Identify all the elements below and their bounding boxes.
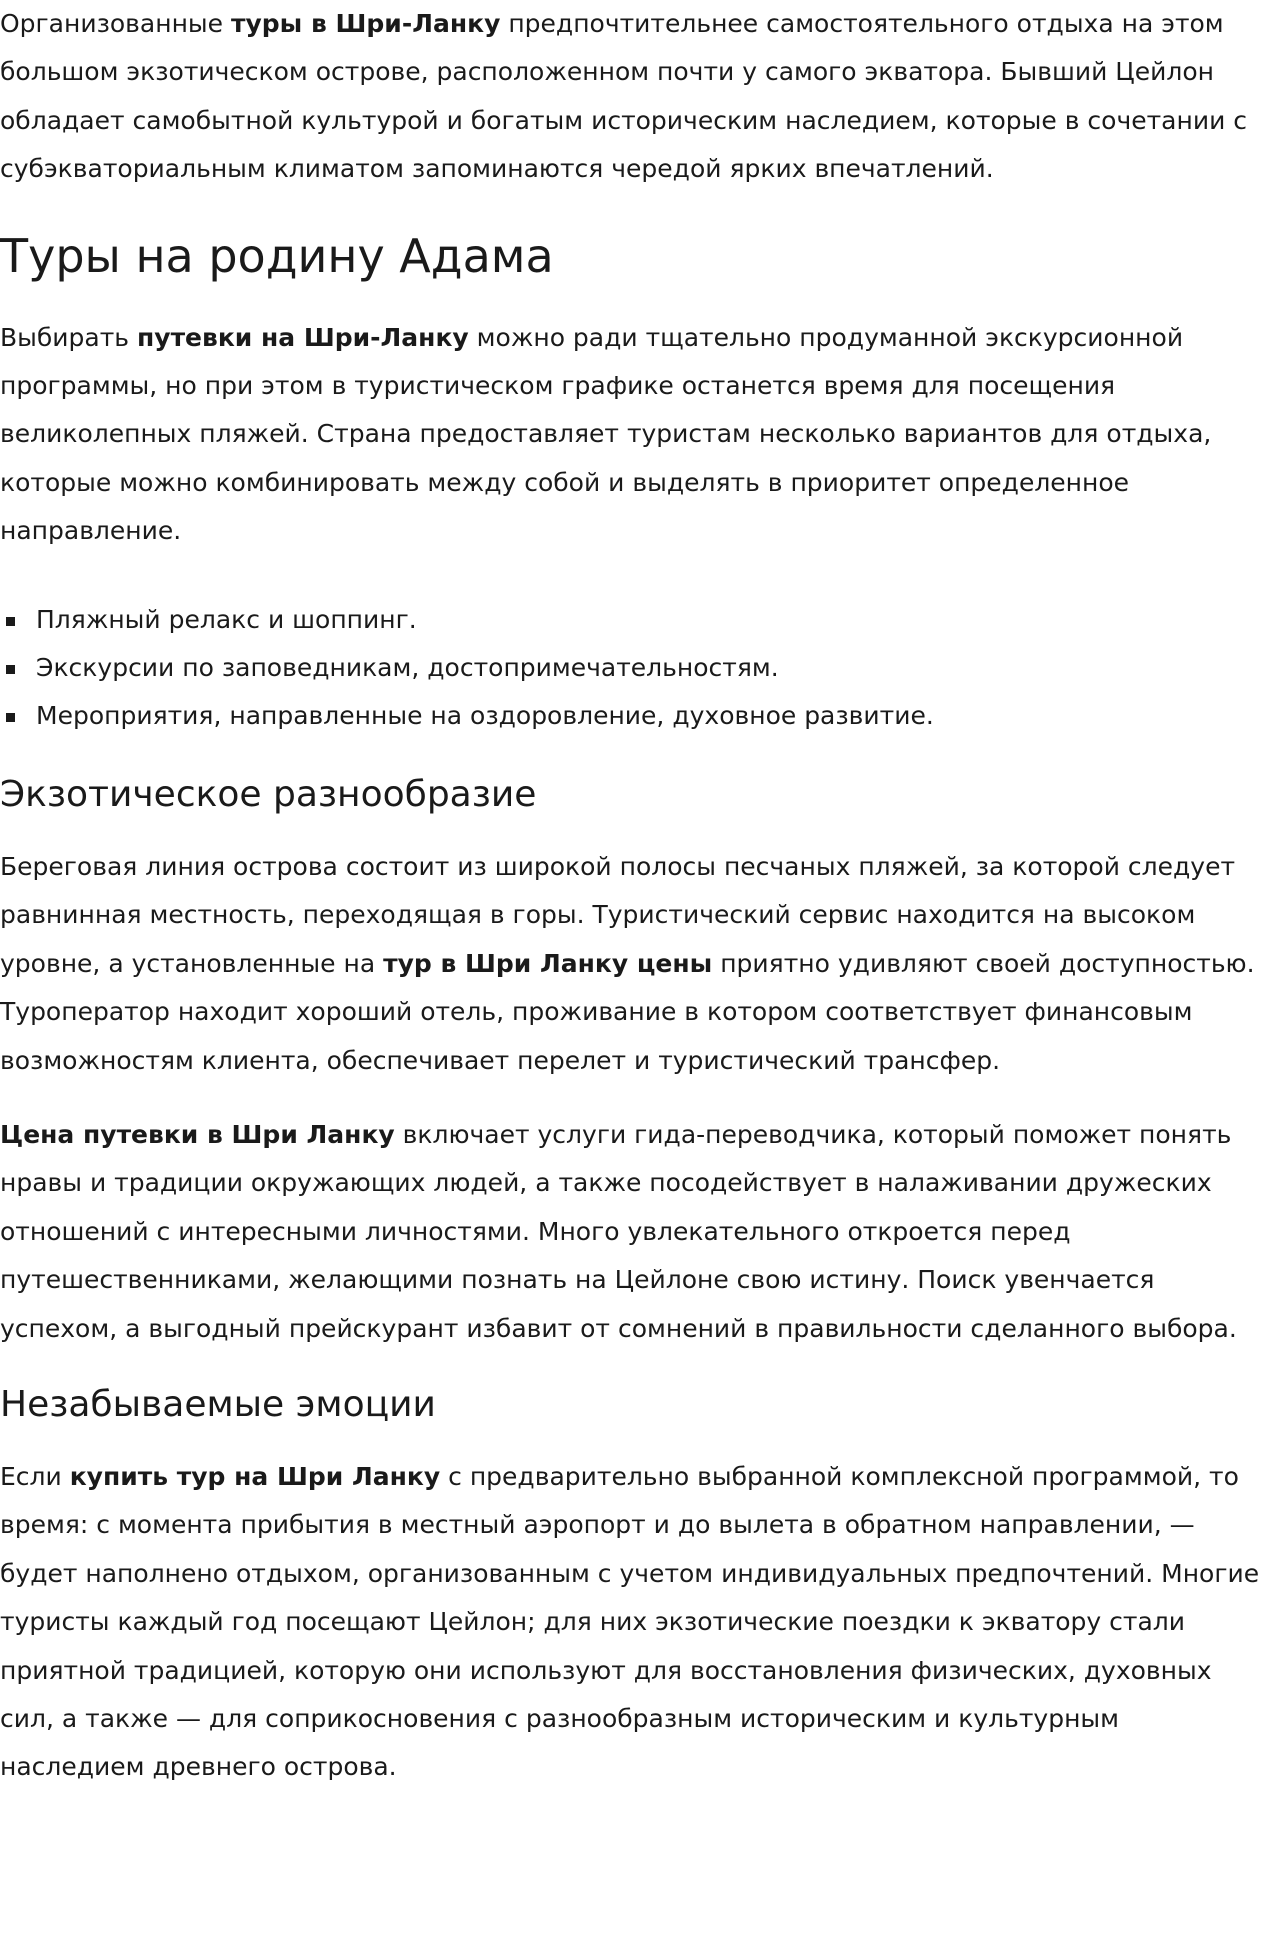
intro-text: Организованные xyxy=(0,9,231,38)
section-heading-emotions: Незабываемые эмоции xyxy=(0,1383,436,1425)
list-item xyxy=(0,596,1270,644)
section3-text: Если xyxy=(0,1461,70,1491)
section3-text-rest: с предварительно выбранной комплексной программой, то время: с момента прибытия в местный аэропорт и до вылета в обратном направлении, — будет наполнено отдыхом, организованным с учетом индивидуальных предпочтений. Многие туристы каждый год посещают Цейлон; для них экзотические поездки к экватору стали приятной традицией, которую они используют для восстановления физических, духовных сил, а также — для соприкосновения с разнообразным историческим и культурным наследием древнего острова. xyxy=(0,1461,1260,1782)
section2-keyword-2: Цена путевки в Шри Ланку xyxy=(0,1119,395,1149)
section1-text: Выбирать xyxy=(0,322,137,352)
section2-text-rest: приятно удивляют своей доступностью. Туроператор находит хороший отель, проживание в котором соответствует финансовым возможностям клиента, обеспечивает перелет и туристический трансфер. xyxy=(0,948,1255,1075)
intro-paragraph xyxy=(0,0,1268,194)
section2-paragraph-2 xyxy=(0,1111,1268,1353)
section3-paragraph xyxy=(0,1453,1268,1792)
section2-paragraph-1 xyxy=(0,843,1268,1085)
section-heading-adam: Туры на родину Адама xyxy=(0,228,554,283)
intro-text-rest: предпочтительнее самостоятельного отдыха на этом большом экзотическом острове, расположенном почти у самого экватора. Бывший Цейлон обладает самобытной культурой и богатым историческим наследием, которые в сочетании с субэкваториальным климатом запоминаются чередой ярких впечатлений. xyxy=(0,9,1248,184)
list-item xyxy=(0,692,1270,740)
bullet-square-icon xyxy=(6,665,15,674)
list-item-text: Пляжный релакс и шоппинг. xyxy=(36,604,417,634)
section1-text-rest: можно ради тщательно продуманной экскурсионной программы, но при этом в туристическом графике останется время для посещения великолепных пляжей. Страна предоставляет туристам несколько вариантов для отдыха, которые можно комбинировать между собой и выделять в приоритет определенное направление. xyxy=(0,322,1212,546)
bullet-square-icon xyxy=(6,713,15,722)
section2-text: Береговая линия острова состоит из широкой полосы песчаных пляжей, за которой следует равнинная местность, переходящая в горы. Туристический сервис находится на высоком уровне, а установленные на xyxy=(0,851,1236,978)
section1-keyword: путевки на Шри-Ланку xyxy=(137,322,469,352)
section2-keyword: тур в Шри Ланку цены xyxy=(383,948,713,978)
section2-text-2: включает услуги гида-переводчика, который поможет понять нравы и традиции окружающих людей, а также посодействует в налаживании дружеских отношений с интересными личностями. Много увлекательного откроется перед путешественниками, желающими познать на Цейлоне свою истину. Поиск увенчается успехом, а выгодный прейскурант избавит от сомнений в правильности сделанного выбора. xyxy=(0,1119,1237,1343)
list-item xyxy=(0,644,1270,692)
intro-keyword: туры в Шри-Ланку xyxy=(231,9,501,38)
section-heading-exotic: Экзотическое разнообразие xyxy=(0,773,537,815)
list-item-text: Экскурсии по заповедникам, достопримечательностям. xyxy=(36,653,779,683)
bullet-square-icon xyxy=(6,617,15,626)
section3-keyword: купить тур на Шри Ланку xyxy=(69,1461,441,1491)
vacation-options-list xyxy=(0,596,1270,741)
list-item-text: Мероприятия, направленные на оздоровление, духовное развитие. xyxy=(36,701,934,731)
section1-paragraph xyxy=(0,314,1268,556)
